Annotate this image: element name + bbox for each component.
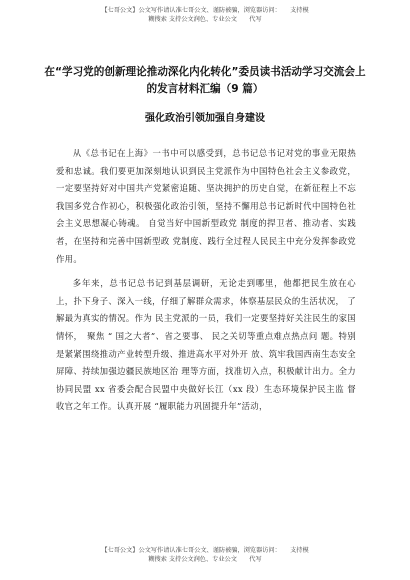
document-title: 在“学习党的创新理论推动深化内化转化”委员读书活动学习交流会上的发言材料汇编（9 篇） [44, 66, 366, 95]
document-body [56, 145, 356, 423]
footer-line-2: 糊搜索 支持公文润色、专业公文 代写 [148, 556, 262, 563]
page-footer [0, 546, 410, 564]
header-line-1: 【七哥公文】公文写作请认准七哥公文、谨防被骗，浏览器访问： 支持模 [101, 7, 309, 14]
paragraph-2: 多年来，总书记总书记到基层调研，无论走到哪里，他都把民生放在心上，扑下身子、深入一线，仔细了解群众需求，体察基层民众的生活状况， 了解最为真实的情况。作为 民主党派的一员，我们一定要坚持好关注民生的家国情怀， 聚焦 “ 国之大者”、省之要事、 民之关切等重点难点热点问 题。特别是紧紧围绕推动产业转型升级、推进高水平对外开 放、筑牢我国西南生态安全屏障、持续加强边疆民族地区治 理等方面，找准切入点，积极献计出力。全力协同民盟 xx 省委会配合民盟中央做好长江（xx 段）生态环境保护民主监 督收官之年工作。认真开展 “履职能力巩固提升年”活动， [56, 278, 356, 412]
section-subtitle: 强化政治引领加强自身建设 [145, 113, 265, 124]
page-header [0, 6, 410, 24]
footer-line-1: 【七哥公文】公文写作请认准七哥公文、谨防被骗，浏览器访问： 支持模 [101, 547, 309, 554]
header-line-2: 糊搜索 支持公文润色、专业公文 代写 [148, 16, 262, 23]
paragraph-1: 从《总书记在上海》一书中可以感受到，总书记总书记对党的事业无限热爱和忠诚。我们要更加深刻地认识到民主党派作为中国特色社会主义参政党，一定要坚持好对中国共产党紧密追随、坚决拥护的历史自觉，在新征程上不忘我国多党合作初心，积极强化政治引领，坚持不懈用总书记新时代中国特色社会主义思想凝心铸魂。 自觉当好中国新型政党 制度的捍卫者、推动者、实践者，在坚持和完善中国新型政 党制度、践行全过程人民民主中充分发挥参政党作用。 [56, 148, 356, 264]
